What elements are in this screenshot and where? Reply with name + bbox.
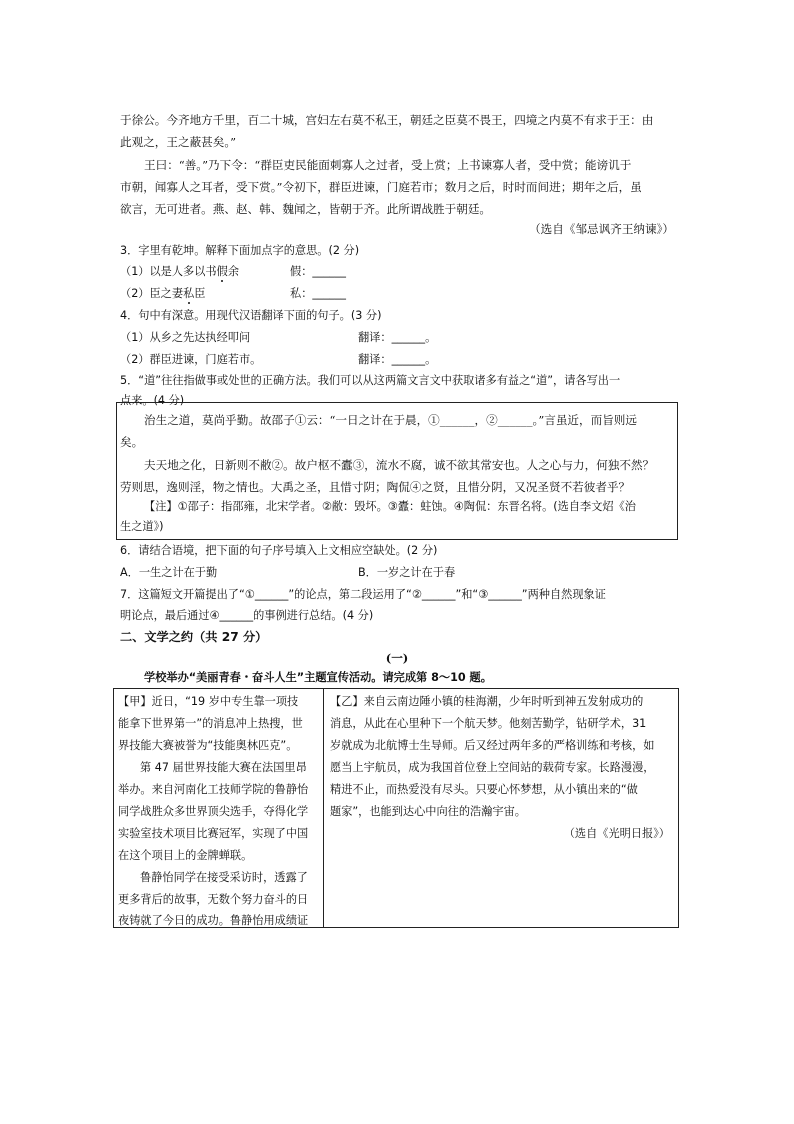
table-divider (323, 688, 324, 927)
yi-line-2: 消息，从此在心里种下一个航天梦。他刻苦勤学，钻研学术，31 (330, 717, 647, 730)
q3-item1-pre: （1）以是人多以书 (120, 265, 217, 278)
q4-item-1-answer[interactable]: 翻译：______。 (358, 331, 437, 344)
jia-line-9: 鲁静怡同学在接受采访时，透露了 (140, 871, 308, 884)
section-2-title: 二、文学之约（共 27 分） (120, 630, 268, 644)
q3-stem: 3．字里有乾坤。解释下面加点字的意思。(2 分) (120, 244, 360, 257)
yi-line-6: 题家”，也能到达心中向往的浩瀚宇宙。 (330, 805, 526, 818)
q5-stem-1: 5．“道”往往指做事或处世的正确方法。我们可以从这两篇文言文中获取诸多有益之“道”，请各写出一 (120, 374, 621, 387)
section-2-intro: 学校举办“美丽青春・奋斗人生”主题宣传活动。请完成第 8～10 题。 (144, 671, 492, 684)
q3-item2-pre: （2）臣之妻 (120, 287, 184, 300)
yi-line-4: 愿当上宇航员，成为我国首位登上空间站的载荷专家。长路漫漫， (330, 761, 655, 774)
jia-line-10: 更多背后的故事，无数个努力奋斗的日 (118, 893, 309, 906)
q6-option-b[interactable]: B．一岁之计在于春 (358, 566, 456, 579)
yi-line-5: 精进不止，而热爱没有尽头。只要心怀梦想，从小镇出来的“做 (330, 783, 638, 796)
classical-line-4: 市朝，闻寡人之耳者，受下赏。”令初下，群臣进谏，门庭若市；数月之后，时时而间进；期年之后，虽 (120, 180, 642, 194)
q6-option-a[interactable]: A．一生之计在于勤 (120, 566, 218, 579)
classical-line-3: 王曰：“善。”乃下令：“群臣吏民能面刺寡人之过者，受上赏；上书谏寡人者，受中赏；能谤讥于 (144, 158, 632, 172)
passage-p2-b: 劳则思，逸则淫，物之情也。大禹之圣，且惜寸阴；陶侃④之贤，且惜分阴，又况圣贤不若彼者乎？ (120, 480, 631, 494)
passage-note-1: 【注】①邵子：指邵雍，北宋学者。②敝：毁坏。③蠹：蛀蚀。④陶侃：东晋名将。(选自李文炤《治 (144, 500, 636, 513)
jia-line-3: 界技能大赛被誉为“技能奥林匹克”。 (118, 739, 298, 752)
q4-stem: 4．句中有深意。用现代汉语翻译下面的句子。(3 分) (120, 309, 382, 322)
q3-item2-post: 臣 (194, 287, 206, 300)
passage-note-2: 生之道》) (120, 520, 164, 533)
q3-item1-dotted-char: 假 (216, 265, 228, 278)
passage-p2-a: 夫天地之化，日新则不敝②。故户枢不蠹③，流水不腐，诚不欲其常安也。人之心与力，何独不然？ (144, 458, 655, 472)
classical-line-2: 此观之，王之蔽甚矣。” (120, 135, 237, 149)
section-2-subtitle: (一) (385, 651, 409, 665)
jia-line-11: 夜铸就了今日的成功。鲁静怡用成绩证 (118, 914, 309, 927)
q3-item-2 (120, 286, 205, 302)
jia-line-2: 能拿下世界第一”的消息冲上热搜，世 (118, 717, 303, 730)
jia-line-7: 实验室技术项目比赛冠军，实现了中国 (118, 827, 309, 840)
q4-item-2-answer[interactable]: 翻译：______。 (358, 353, 437, 366)
q6-stem: 6．请结合语境，把下面的句子序号填入上文相应空缺处。(2 分) (120, 544, 438, 557)
passage-p1-b: 矣。 (120, 435, 144, 449)
q3-item1-post: 余 (227, 265, 240, 278)
q3-item-2-answer[interactable]: 私：______ (290, 287, 346, 300)
q7-line-2: 明论点，最后通过④______的事例进行总结。(4 分) (120, 609, 374, 622)
jia-line-1: 【甲】近日，“19 岁中专生靠一项技 (118, 695, 299, 708)
yi-line-3: 岁就成为北航博士生导师。后又经过两年多的严格训练和考核，如 (330, 739, 655, 752)
q7-line-1: 7．这篇短文开篇提出了“①______”的论点，第二段运用了“②______”和“③______”两种自然现象证 (120, 588, 606, 601)
q3-item-1 (120, 264, 239, 280)
classical-source: （选自《邹忌讽齐王纳谏》） (529, 222, 674, 236)
classical-line-5: 欲言，无可进者。燕、赵、韩、魏闻之，皆朝于齐。此所谓战胜于朝廷。 (120, 202, 492, 216)
q3-item-1-answer[interactable]: 假：______ (290, 265, 346, 278)
classical-line-1: 于徐公。今齐地方千里，百二十城，宫妇左右莫不私王，朝廷之臣莫不畏王，四境之内莫不有求于王：由 (120, 113, 654, 127)
q4-item-1: （1）从乡之先达执经叩问 (120, 331, 251, 344)
q5-stem-2: 点来。(4 分) (120, 394, 185, 407)
q3-item2-dotted-char: 私 (183, 287, 195, 300)
yi-line-1: 【乙】来自云南边陲小镇的桂海潮，少年时听到神五发射成功的 (330, 695, 644, 708)
jia-line-5: 举办。来自河南化工技师学院的鲁静怡 (118, 783, 309, 796)
jia-line-4: 第 47 届世界技能大赛在法国里昂 (140, 761, 307, 774)
passage-p1-a: 治生之道，莫尚乎勤。故邵子①云：“一日之计在于晨，①______，②______。”言虽近，而旨则远 (144, 413, 637, 427)
jia-line-6: 同学战胜众多世界顶尖选手，夺得化学 (118, 805, 309, 818)
q4-item-2: （2）群臣进谏，门庭若市。 (120, 353, 262, 366)
jia-line-8: 在这个项目上的金牌蝉联。 (118, 849, 253, 862)
yi-source: （选自《光明日报》） (563, 827, 670, 840)
